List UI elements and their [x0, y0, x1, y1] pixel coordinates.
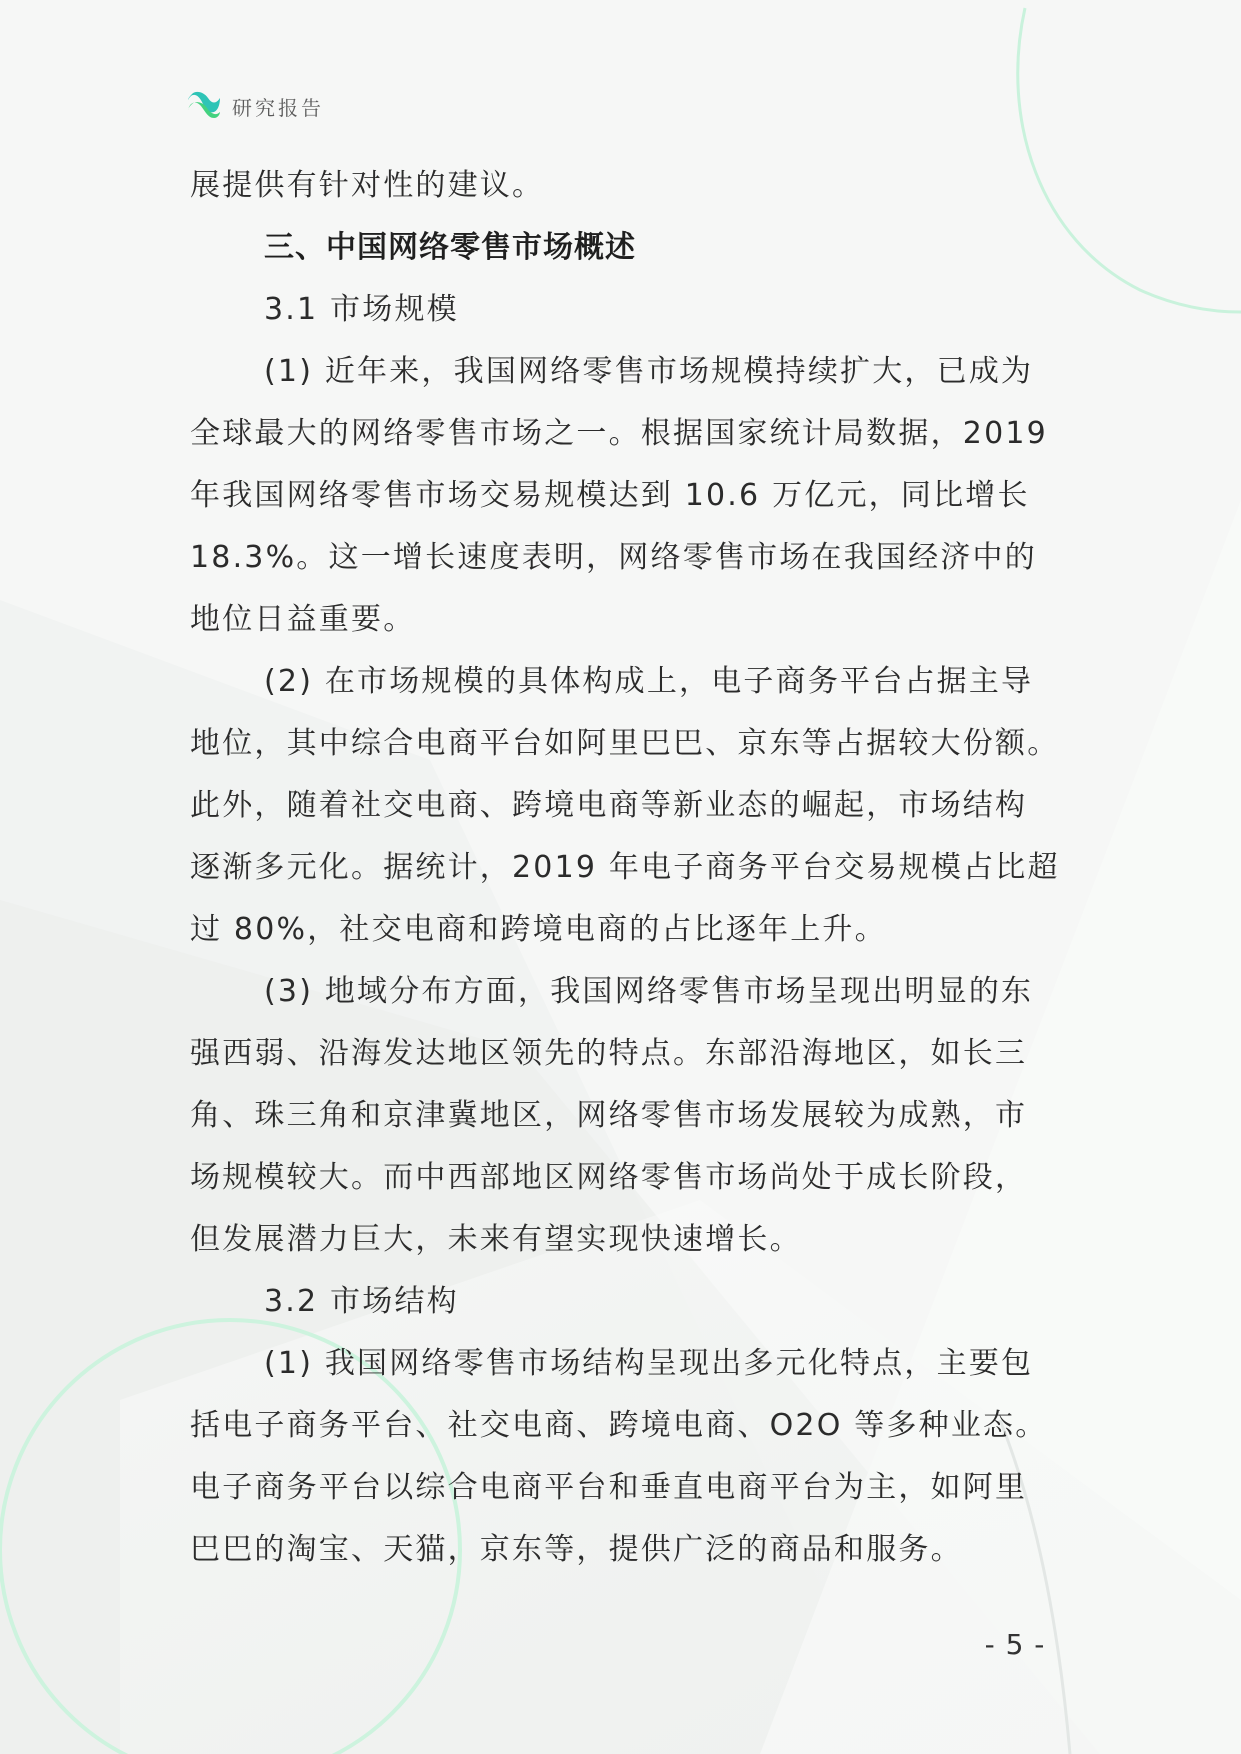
page-number: - 5 - [984, 1628, 1046, 1661]
text-line: 逐渐多元化。据统计，2019 年电子商务平台交易规模占比超 [190, 850, 1060, 885]
text-line: 3.1 市场规模 [264, 292, 459, 327]
text-line: 电子商务平台以综合电商平台和垂直电商平台为主，如阿里 [190, 1470, 1028, 1505]
text-line: 展提供有针对性的建议。 [190, 168, 545, 203]
text-line: 年我国网络零售市场交易规模达到 10.6 万亿元，同比增长 [190, 478, 1030, 513]
text-line: 此外，随着社交电商、跨境电商等新业态的崛起，市场结构 [190, 788, 1028, 823]
text-line: (3) 地域分布方面，我国网络零售市场呈现出明显的东 [264, 974, 1034, 1009]
text-line: 全球最大的网络零售市场之一。根据国家统计局数据，2019 [190, 416, 1048, 451]
text-line: (1) 近年来，我国网络零售市场规模持续扩大，已成为 [264, 354, 1034, 389]
report-header [186, 88, 324, 124]
text-line: (2) 在市场规模的具体构成上，电子商务平台占据主导 [264, 664, 1034, 699]
text-line: 3.2 市场结构 [264, 1284, 459, 1319]
brand-logo-icon [186, 90, 222, 122]
text-line: 巴巴的淘宝、天猫，京东等，提供广泛的商品和服务。 [190, 1532, 963, 1567]
document-body [190, 155, 1060, 1581]
text-line: 地位，其中综合电商平台如阿里巴巴、京东等占据较大份额。 [190, 726, 1060, 761]
header-title: 研究报告 [232, 95, 324, 120]
text-line: 过 80%，社交电商和跨境电商的占比逐年上升。 [190, 912, 887, 947]
section-heading: 三、中国网络零售市场概述 [264, 230, 636, 265]
text-line: 18.3%。这一增长速度表明，网络零售市场在我国经济中的 [190, 540, 1037, 575]
text-line: 括电子商务平台、社交电商、跨境电商、O2O 等多种业态。 [190, 1408, 1048, 1443]
text-line: 但发展潜力巨大，未来有望实现快速增长。 [190, 1222, 802, 1257]
text-line: 强西弱、沿海发达地区领先的特点。东部沿海地区，如长三 [190, 1036, 1028, 1071]
text-line: 角、珠三角和京津冀地区，网络零售市场发展较为成熟，市 [190, 1098, 1028, 1133]
text-line: 场规模较大。而中西部地区网络零售市场尚处于成长阶段， [190, 1160, 1028, 1195]
text-line: 地位日益重要。 [190, 602, 416, 637]
text-line: (1) 我国网络零售市场结构呈现出多元化特点，主要包 [264, 1346, 1034, 1381]
